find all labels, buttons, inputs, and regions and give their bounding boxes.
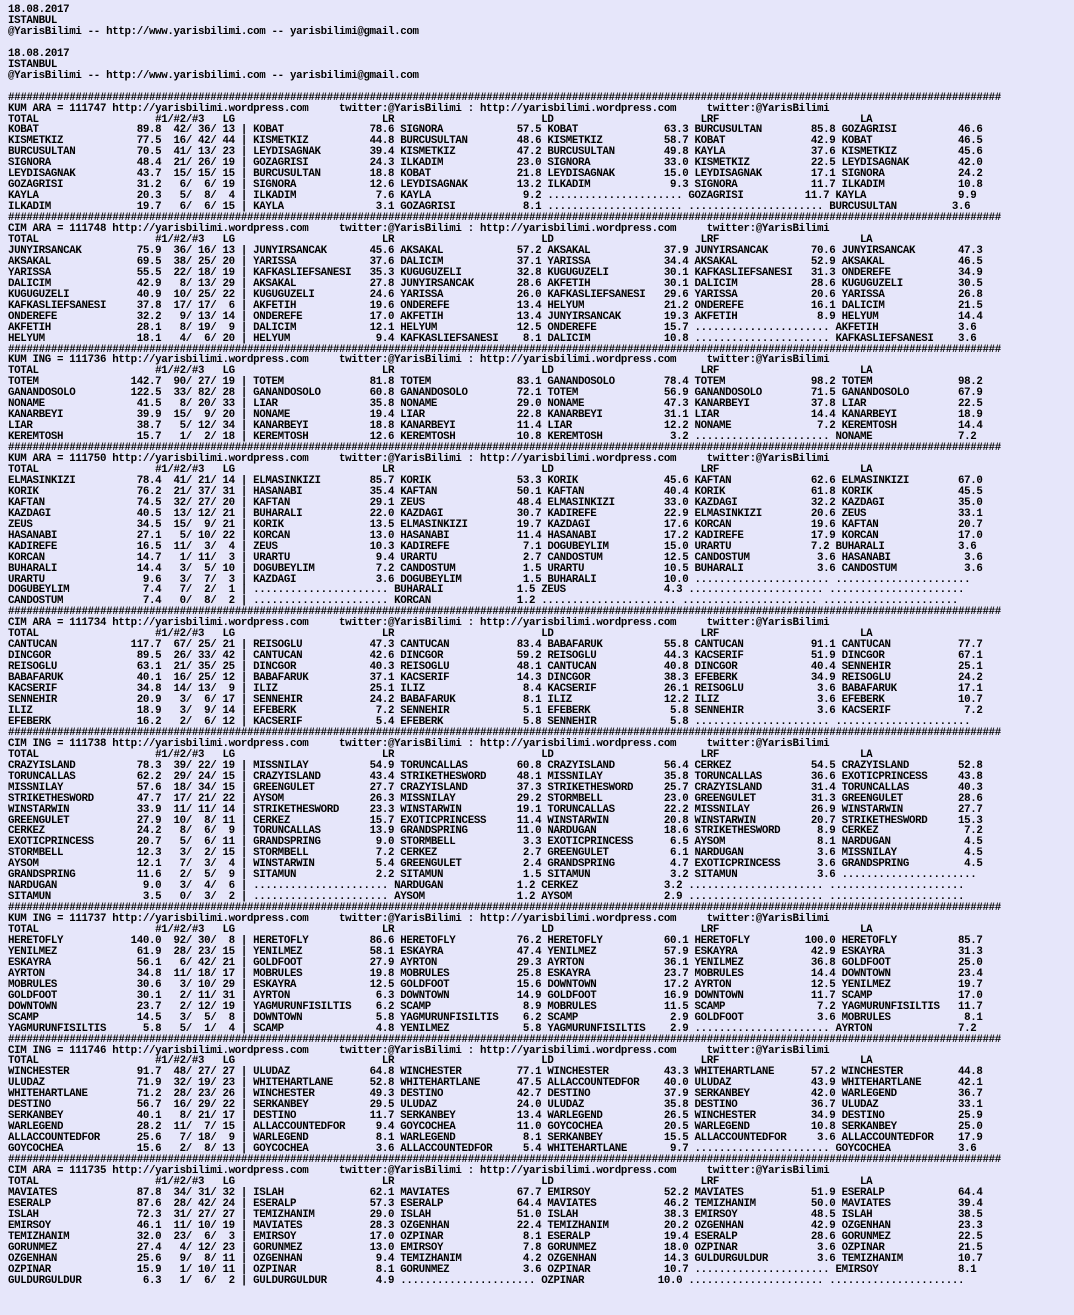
race-title: KUM ARA = 111750 http://yarisbilimi.wordpress.com twitter:@YarisBilimi : http://yarisbilimi.wordpress.com twitter:@YarisBilimi — [8, 453, 830, 466]
result-row: KORCAN 14.7 1/ 11/ 3 | URARTU 9.4 URARTU 2.7 CANDOSTUM 12.5 CANDOSTUM 3.6 HASANABI 3.6 — [8, 551, 983, 564]
column-header: TOTAL #1/#2/#3 LG LR LD LRF LA — [8, 1055, 873, 1068]
result-row: ILKADIM 19.7 6/ 6/ 15 | KAYLA 3.1 GOZAGRISI 8.1 ...................... ...................... BURCUSULTAN 3.6 — [8, 201, 971, 214]
blank-line — [8, 38, 1074, 49]
result-row: REISOGLU 63.1 21/ 35/ 25 | DINCGOR 40.3 REISOGLU 48.1 CANTUCAN 40.8 DINCGOR 40.4 SENNEHIR 25.1 — [8, 661, 983, 674]
race-title: CIM ARA = 111735 http://yarisbilimi.wordpress.com twitter:@YarisBilimi : http://yarisbilimi.wordpress.com twitter:@YarisBilimi — [8, 1165, 830, 1177]
column-header: TOTAL #1/#2/#3 LG LR LD LRF LA — [8, 924, 873, 937]
result-row: ONDEREFE 32.2 9/ 13/ 14 | ONDEREFE 17.0 AKFETIH 13.4 JUNYIRSANCAK 19.3 AKFETIH 8.9 HELYUM 14.4 — [8, 310, 983, 323]
result-row: MAVIATES 87.8 34/ 31/ 32 | ISLAH 62.1 MAVIATES 67.7 EMIRSOY 52.2 MAVIATES 51.9 ESERALP 64.4 — [8, 1186, 983, 1199]
result-row: DESTINO 56.7 16/ 29/ 22 | SERKANBEY 29.5 ULUDAZ 24.0 ULUDAZ 35.8 DESTINO 36.7 ULUDAZ 33.1 — [8, 1099, 983, 1112]
result-row: TEMIZHANIM 32.0 23/ 6/ 3 | EMIRSOY 17.0 OZPINAR 8.1 ESERALP 19.4 ESERALP 28.6 GORUNMEZ 22.5 — [8, 1230, 983, 1243]
result-row: GOZAGRISI 31.2 6/ 6/ 19 | SIGNORA 12.6 LEYDISAGNAK 13.2 ILKADIM 9.3 SIGNORA 11.7 ILKADIM 10.8 — [8, 179, 983, 192]
result-row: CANDOSTUM 7.4 0/ 8/ 2 | ...................... KORCAN 1.2 ...................... ...................... ...................... — [8, 595, 959, 608]
result-row: BABAFARUK 40.1 16/ 25/ 12 | BABAFARUK 37.1 KACSERIF 14.3 DINCGOR 38.3 EFEBERK 34.9 REISOGLU 24.2 — [8, 672, 983, 685]
result-row: EMIRSOY 46.1 11/ 10/ 19 | MAVIATES 28.3 OZGENHAN 22.4 TEMIZHANIM 20.2 OZGENHAN 42.9 OZGENHAN 23.3 — [8, 1219, 983, 1232]
race-title: CIM ING = 111746 http://yarisbilimi.wordpress.com twitter:@YarisBilimi : http://yarisbilimi.wordpress.com twitter:@YarisBilimi — [8, 1044, 830, 1057]
race-title: KUM ARA = 111747 http://yarisbilimi.wordpress.com twitter:@YarisBilimi : http://yarisbilimi.wordpress.com twitter:@YarisBilimi — [8, 102, 830, 115]
result-row: GANANDOSOLO 122.5 33/ 82/ 28 | GANANDOSOLO 60.8 GANANDOSOLO 72.1 TOTEM 56.9 GANANDOSOLO 71.5 GANANDOSOLO 67.9 — [8, 387, 983, 400]
result-row: NONAME 41.5 8/ 20/ 33 | LIAR 35.8 NONAME 29.0 NONAME 47.3 KANARBEYI 37.8 LIAR 22.5 — [8, 398, 983, 411]
result-row: SIGNORA 48.4 21/ 26/ 19 | GOZAGRISI 24.3 ILKADIM 23.0 SIGNORA 33.0 KISMETKIZ 22.5 LEYDISAGNAK 42.0 — [8, 157, 983, 170]
result-row: BUHARALI 14.4 3/ 5/ 10 | DOGUBEYLIM 7.2 CANDOSTUM 1.5 URARTU 10.5 BUHARALI 3.6 CANDOSTUM 3.6 — [8, 562, 983, 575]
result-row: KORIK 76.2 21/ 37/ 31 | HASANABI 35.4 KAFTAN 50.1 KAFTAN 40.4 KORIK 61.8 KORIK 45.5 — [8, 485, 983, 498]
result-row: ESKAYRA 56.1 6/ 42/ 21 | GOLDFOOT 27.9 AYRTON 29.3 AYRTON 36.1 YENILMEZ 36.8 GOLDFOOT 25.0 — [8, 956, 983, 969]
result-row: URARTU 9.6 3/ 7/ 3 | KAZDAGI 3.6 DOGUBEYLIM 1.5 BUHARALI 10.0 ...................... ...................... — [8, 573, 971, 586]
result-row: DOWNTOWN 23.7 2/ 12/ 19 | YAGMURUNFISILTIS 6.2 SCAMP 8.9 MOBRULES 11.5 SCAMP 7.2 YAGMURUNFISILTIS 11.7 — [8, 1000, 983, 1013]
race-title: KUM ING = 111736 http://yarisbilimi.wordpress.com twitter:@YarisBilimi : http://yarisbilimi.wordpress.com twitter:@YarisBilimi — [8, 354, 830, 367]
header-line: 18.08.2017 — [8, 4, 70, 16]
result-row: WARLEGEND 28.2 11/ 7/ 15 | ALLACCOUNTEDFOR 9.4 GOYCOCHEA 11.0 GOYCOCHEA 20.5 WARLEGEND 10.8 SERKANBEY 25.0 — [8, 1121, 983, 1134]
result-row: TOTEM 142.7 90/ 27/ 19 | TOTEM 81.8 TOTEM 83.1 GANANDOSOLO 78.4 TOTEM 98.2 TOTEM 98.2 — [8, 376, 983, 389]
blank-line — [8, 82, 1074, 93]
race-title: CIM ING = 111738 http://yarisbilimi.wordpress.com twitter:@YarisBilimi : http://yarisbilimi.wordpress.com twitter:@YarisBilimi — [8, 737, 830, 750]
separator-line: ################################################################################################################################################################## — [8, 1154, 1001, 1167]
result-row: YENILMEZ 61.9 28/ 23/ 15 | YENILMEZ 58.1 ESKAYRA 47.4 YENILMEZ 57.9 ESKAYRA 42.9 ESKAYRA 31.3 — [8, 945, 983, 958]
separator-line: ################################################################################################################################################################## — [8, 442, 1001, 455]
separator-line: ################################################################################################################################################################## — [8, 212, 1001, 225]
result-row: ULUDAZ 71.9 32/ 19/ 23 | WHITEHARTLANE 52.8 WHITEHARTLANE 47.5 ALLACCOUNTEDFOR 40.0 ULUDAZ 43.9 WHITEHARTLANE 42.1 — [8, 1077, 983, 1090]
result-row: CRAZYISLAND 78.3 39/ 22/ 19 | MISSNILAY 54.9 TORUNCALLAS 60.8 CRAZYISLAND 56.4 CERKEZ 54.5 CRAZYISLAND 52.8 — [8, 759, 983, 772]
result-row: BURCUSULTAN 70.5 41/ 13/ 23 | LEYDISAGNAK 39.4 KISMETKIZ 47.2 BURCUSULTAN 49.8 KAYLA 37.6 KISMETKIZ 45.6 — [8, 146, 983, 159]
separator-line: ################################################################################################################################################################## — [8, 726, 1001, 739]
result-row: KISMETKIZ 77.5 16/ 42/ 44 | KISMETKIZ 44.8 BURCUSULTAN 48.6 KISMETKIZ 58.7 KOBAT 42.9 KOBAT 46.5 — [8, 135, 983, 148]
result-row: KANARBEYI 39.9 15/ 9/ 20 | NONAME 19.4 LIAR 22.8 KANARBEYI 31.1 LIAR 14.4 KANARBEYI 18.9 — [8, 409, 983, 422]
result-row: LIAR 38.7 5/ 12/ 34 | KANARBEYI 18.8 KANARBEYI 11.4 LIAR 12.2 NONAME 7.2 KEREMTOSH 14.4 — [8, 420, 983, 433]
result-row: KEREMTOSH 15.7 1/ 2/ 18 | KEREMTOSH 12.6 KEREMTOSH 10.8 KEREMTOSH 3.2 ...................... NONAME 7.2 — [8, 431, 977, 444]
result-row: HERETOFLY 140.0 92/ 30/ 8 | HERETOFLY 86.6 HERETOFLY 76.2 HERETOFLY 60.1 HERETOFLY 100.0 HERETOFLY 85.7 — [8, 934, 983, 947]
column-header: TOTAL #1/#2/#3 LG LR LD LRF LA — [8, 233, 873, 246]
result-row: ALLACCOUNTEDFOR 25.6 7/ 18/ 9 | WARLEGEND 8.1 WARLEGEND 8.1 SERKANBEY 15.5 ALLACCOUNTEDFOR 3.6 ALLACCOUNTEDFOR 17.9 — [8, 1132, 983, 1145]
column-header: TOTAL #1/#2/#3 LG LR LD LRF LA — [8, 748, 873, 761]
result-row: KUGUGUZELI 40.9 10/ 25/ 22 | KUGUGUZELI 24.6 YARISSA 26.0 KAFKASLIEFSANESI 29.6 YARISSA 20.6 YARISSA 26.8 — [8, 288, 983, 301]
race-title: CIM ARA = 111734 http://yarisbilimi.wordpress.com twitter:@YarisBilimi : http://yarisbilimi.wordpress.com twitter:@YarisBilimi — [8, 617, 830, 630]
separator-line: ################################################################################################################################################################## — [8, 1033, 1001, 1046]
result-row: WHITEHARTLANE 71.2 28/ 23/ 26 | WINCHESTER 49.3 DESTINO 42.7 DESTINO 37.9 SERKANBEY 42.0 WARLEGEND 36.7 — [8, 1088, 983, 1101]
column-header: TOTAL #1/#2/#3 LG LR LD LRF LA — [8, 1175, 873, 1188]
column-header: TOTAL #1/#2/#3 LG LR LD LRF LA — [8, 628, 873, 641]
result-row: YAGMURUNFISILTIS 5.8 5/ 1/ 4 | SCAMP 4.8 YENILMEZ 5.8 YAGMURUNFISILTIS 2.9 ...................... AYRTON 7.2 — [8, 1022, 977, 1035]
header-line: ISTANBUL — [8, 58, 58, 71]
result-row: GULDURGULDUR 6.3 1/ 6/ 2 | GULDURGULDUR 4.9 ...................... OZPINAR 10.0 ...................... ...................... — [8, 1274, 965, 1287]
result-row: OZPINAR 15.9 1/ 10/ 11 | OZPINAR 8.1 GORUNMEZ 3.6 OZPINAR 10.7 ...................... EMIRSOY 8.1 — [8, 1263, 977, 1276]
result-row: KADIREFE 16.5 11/ 3/ 4 | ZEUS 10.3 KADIREFE 7.1 DOGUBEYLIM 15.0 URARTU 7.2 BUHARALI 3.6 — [8, 540, 977, 553]
result-row: GOLDFOOT 30.1 2/ 11/ 31 | AYRTON 6.3 DOWNTOWN 14.9 GOLDFOOT 16.9 DOWNTOWN 11.7 SCAMP 17.0 — [8, 989, 983, 1002]
result-row: CANTUCAN 117.7 67/ 25/ 21 | REISOGLU 47.3 CANTUCAN 83.4 BABAFARUK 55.8 CANTUCAN 91.1 CANTUCAN 77.7 — [8, 639, 983, 652]
race-title: CIM ARA = 111748 http://yarisbilimi.wordpress.com twitter:@YarisBilimi : http://yarisbilimi.wordpress.com twitter:@YarisBilimi — [8, 223, 830, 236]
result-row: YARISSA 55.5 22/ 18/ 19 | KAFKASLIEFSANESI 35.3 KUGUGUZELI 32.8 KUGUGUZELI 30.1 KAFKASLIEFSANESI 31.3 ONDEREFE 34.9 — [8, 266, 983, 279]
separator-line: ################################################################################################################################################################## — [8, 343, 1001, 356]
result-row: KACSERIF 34.8 14/ 13/ 9 | ILIZ 25.1 ILIZ 8.4 KACSERIF 26.1 REISOGLU 3.6 BABAFARUK 17.1 — [8, 683, 983, 696]
result-row: MOBRULES 30.6 3/ 10/ 29 | ESKAYRA 12.5 GOLDFOOT 15.6 DOWNTOWN 17.2 AYRTON 12.5 YENILMEZ 19.7 — [8, 978, 983, 991]
separator-line: ################################################################################################################################################################## — [8, 606, 1001, 619]
result-row: SCAMP 14.5 3/ 5/ 8 | DOWNTOWN 5.8 YAGMURUNFISILTIS 6.2 SCAMP 2.9 GOLDFOOT 3.6 MOBRULES 8.1 — [8, 1011, 983, 1024]
result-row: WINSTARWIN 33.9 11/ 11/ 14 | STRIKETHESWORD 23.3 WINSTARWIN 19.1 TORUNCALLAS 22.2 MISSNILAY 26.9 WINSTARWIN 27.7 — [8, 803, 983, 816]
result-row: DOGUBEYLIM 7.4 7/ 2/ 1 | ...................... BUHARALI 1.5 ZEUS 4.3 ...................... ...................... — [8, 584, 965, 597]
result-row: MISSNILAY 57.6 18/ 34/ 15 | GREENGULET 27.7 CRAZYISLAND 37.3 STRIKETHESWORD 25.7 CRAZYISLAND 31.4 TORUNCALLAS 40.3 — [8, 781, 983, 794]
header-line: ISTANBUL — [8, 14, 58, 27]
result-row: ELMASINKIZI 78.4 41/ 21/ 14 | ELMASINKIZI 85.7 KORIK 53.3 KORIK 45.6 KAFTAN 62.6 ELMASINKIZI 67.0 — [8, 474, 983, 487]
result-row: NARDUGAN 9.0 3/ 4/ 6 | ...................... NARDUGAN 1.2 CERKEZ 3.2 ...................... ...................... — [8, 880, 965, 893]
result-row: EXOTICPRINCESS 20.7 5/ 6/ 11 | GRANDSPRING 9.0 STORMBELL 3.3 EXOTICPRINCESS 6.5 AYSOM 8.1 NARDUGAN 4.5 — [8, 836, 983, 849]
result-row: WINCHESTER 91.7 48/ 27/ 27 | ULUDAZ 64.8 WINCHESTER 77.1 WINCHESTER 43.3 WHITEHARTLANE 57.2 WINCHESTER 44.8 — [8, 1066, 983, 1079]
result-row: STORMBELL 12.3 3/ 2/ 15 | STORMBELL 7.2 CERKEZ 2.7 GREENGULET 6.1 NARDUGAN 3.6 MISSNILAY 4.5 — [8, 847, 983, 860]
separator-line: ################################################################################################################################################################## — [8, 902, 1001, 915]
result-row: GRANDSPRING 11.6 2/ 5/ 9 | SITAMUN 2.2 SITAMUN 1.5 SITAMUN 3.2 SITAMUN 3.6 ...................... — [8, 869, 977, 882]
result-row: HELYUM 18.1 4/ 6/ 20 | HELYUM 9.4 KAFKASLIEFSANESI 8.1 DALICIM 10.8 ...................... KAFKASLIEFSANESI 3.6 — [8, 332, 977, 345]
result-row: SENNEHIR 20.9 3/ 6/ 17 | SENNEHIR 24.2 BABAFARUK 8.1 ILIZ 12.2 ILIZ 3.6 EFEBERK 10.7 — [8, 694, 983, 707]
result-row: AKFETIH 28.1 8/ 19/ 9 | DALICIM 12.1 HELYUM 12.5 ONDEREFE 15.7 ...................... AKFETIH 3.6 — [8, 321, 977, 334]
result-row: KAFTAN 74.5 32/ 27/ 20 | KAFTAN 29.1 ZEUS 48.4 ELMASINKIZI 33.0 KAZDAGI 32.2 KAZDAGI 35.0 — [8, 496, 983, 509]
result-row: CERKEZ 24.2 8/ 6/ 9 | TORUNCALLAS 13.9 GRANDSPRING 11.0 NARDUGAN 18.6 STRIKETHESWORD 8.9 CERKEZ 7.2 — [8, 825, 983, 838]
result-row: KAYLA 20.3 5/ 8/ 4 | ILKADIM 7.6 KAYLA 9.2 ...................... GOZAGRISI 11.7 KAYLA 9.9 — [8, 190, 977, 203]
result-row: KAFKASLIEFSANESI 37.8 17/ 17/ 6 | AKFETIH 19.6 ONDEREFE 13.4 HELYUM 21.2 ONDEREFE 16.1 DALICIM 21.5 — [8, 299, 983, 312]
result-row: DINCGOR 89.5 26/ 33/ 42 | CANTUCAN 42.6 DINCGOR 59.2 REISOGLU 44.3 KACSERIF 51.9 DINCGOR 67.1 — [8, 650, 983, 663]
result-row: SERKANBEY 40.1 8/ 21/ 17 | DESTINO 11.7 SERKANBEY 13.4 WARLEGEND 26.5 WINCHESTER 34.9 DESTINO 25.9 — [8, 1110, 983, 1123]
result-row: LEYDISAGNAK 43.7 15/ 15/ 15 | BURCUSULTAN 18.8 KOBAT 21.8 LEYDISAGNAK 15.0 LEYDISAGNAK 17.1 SIGNORA 24.2 — [8, 168, 983, 181]
race-title: KUM ING = 111737 http://yarisbilimi.wordpress.com twitter:@YarisBilimi : http://yarisbilimi.wordpress.com twitter:@YarisBilimi — [8, 913, 830, 926]
result-row: ILIZ 18.9 3/ 9/ 14 | EFEBERK 7.2 SENNEHIR 5.1 EFEBERK 5.8 SENNEHIR 3.6 KACSERIF 7.2 — [8, 704, 983, 717]
column-header: TOTAL #1/#2/#3 LG LR LD LRF LA — [8, 365, 873, 378]
result-row: OZGENHAN 25.6 9/ 8/ 11 | OZGENHAN 9.4 TEMIZHANIM 4.2 OZGENHAN 14.3 GULDURGULDUR 3.6 TEMIZHANIM 10.7 — [8, 1252, 983, 1265]
result-row: EFEBERK 16.2 2/ 6/ 12 | KACSERIF 5.4 EFEBERK 5.8 SENNEHIR 5.8 ...................... ...................... — [8, 715, 971, 728]
result-row: GORUNMEZ 27.4 4/ 12/ 23 | GORUNMEZ 13.0 EMIRSOY 7.8 GORUNMEZ 18.0 OZPINAR 3.6 OZPINAR 21.5 — [8, 1241, 983, 1254]
result-row: HASANABI 27.1 5/ 10/ 22 | KORCAN 13.0 HASANABI 11.4 HASANABI 17.2 KADIREFE 17.9 KORCAN 17.0 — [8, 529, 983, 542]
result-row: SITAMUN 3.5 0/ 3/ 2 | ...................... AYSOM 1.2 AYSOM 2.9 ...................... ...................... — [8, 891, 965, 904]
header-line: @YarisBilimi -- http://www.yarisbilimi.com -- yarisbilimi@gmail.com — [8, 69, 419, 82]
column-header: TOTAL #1/#2/#3 LG LR LD LRF LA — [8, 113, 873, 126]
separator-line: ################################################################################################################################################################## — [8, 91, 1001, 104]
result-row: KOBAT 89.8 42/ 36/ 13 | KOBAT 78.6 SIGNORA 57.5 KOBAT 63.3 BURCUSULTAN 85.8 GOZAGRISI 46.6 — [8, 124, 983, 137]
result-row: TORUNCALLAS 62.2 29/ 24/ 15 | CRAZYISLAND 43.4 STRIKETHESWORD 48.1 MISSNILAY 35.8 TORUNCALLAS 36.6 EXOTICPRINCESS 43.8 — [8, 770, 983, 783]
header-line: @YarisBilimi -- http://www.yarisbilimi.com -- yarisbilimi@gmail.com — [8, 25, 419, 38]
result-row: JUNYIRSANCAK 75.9 36/ 16/ 13 | JUNYIRSANCAK 45.6 AKSAKAL 57.2 AKSAKAL 37.9 JUNYIRSANCAK 70.6 JUNYIRSANCAK 47.3 — [8, 244, 983, 257]
result-row: ESERALP 87.6 28/ 42/ 24 | ESERALP 57.3 ESERALP 64.4 MAVIATES 46.2 TEMIZHANIM 50.0 MAVIATES 39.4 — [8, 1197, 983, 1210]
result-row: ZEUS 34.5 15/ 9/ 21 | KORIK 13.5 ELMASINKIZI 19.7 KAZDAGI 17.6 KORCAN 19.6 KAFTAN 20.7 — [8, 518, 983, 531]
result-row: GREENGULET 27.9 10/ 8/ 11 | CERKEZ 15.7 EXOTICPRINCESS 11.4 WINSTARWIN 20.8 WINSTARWIN 20.7 STRIKETHESWORD 15.3 — [8, 814, 983, 827]
header-line: 18.08.2017 — [8, 47, 70, 60]
result-row: KAZDAGI 40.5 13/ 12/ 21 | BUHARALI 22.0 KAZDAGI 30.7 KADIREFE 22.9 ELMASINKIZI 20.6 ZEUS 33.1 — [8, 507, 983, 520]
result-row: STRIKETHESWORD 47.7 17/ 21/ 22 | AYSOM 26.3 MISSNILAY 29.2 STORMBELL 23.0 GREENGULET 31.3 GREENGULET 28.6 — [8, 792, 983, 805]
result-row: GOYCOCHEA 15.6 2/ 8/ 13 | GOYCOCHEA 3.6 ALLACCOUNTEDFOR 5.4 WHITEHARTLANE 9.7 ...................... GOYCOCHEA 3.6 — [8, 1143, 977, 1156]
result-row: ISLAH 72.3 31/ 27/ 27 | TEMIZHANIM 29.0 ISLAH 51.0 ISLAH 38.3 EMIRSOY 48.5 ISLAH 38.5 — [8, 1208, 983, 1221]
column-header: TOTAL #1/#2/#3 LG LR LD LRF LA — [8, 464, 873, 476]
result-row: AYSOM 12.1 7/ 3/ 4 | WINSTARWIN 5.4 GREENGULET 2.4 GRANDSPRING 4.7 EXOTICPRINCESS 3.6 GRANDSPRING 4.5 — [8, 858, 983, 871]
result-row: AYRTON 34.8 11/ 18/ 17 | MOBRULES 19.8 MOBRULES 25.8 ESKAYRA 23.7 MOBRULES 14.4 DOWNTOWN 23.4 — [8, 967, 983, 980]
result-row: AKSAKAL 69.5 38/ 25/ 20 | YARISSA 37.6 DALICIM 37.1 YARISSA 34.4 AKSAKAL 52.9 AKSAKAL 46.5 — [8, 255, 983, 268]
result-row: DALICIM 42.9 8/ 13/ 29 | AKSAKAL 27.8 JUNYIRSANCAK 28.6 AKFETIH 30.1 DALICIM 28.6 KUGUGUZELI 30.5 — [8, 277, 983, 290]
